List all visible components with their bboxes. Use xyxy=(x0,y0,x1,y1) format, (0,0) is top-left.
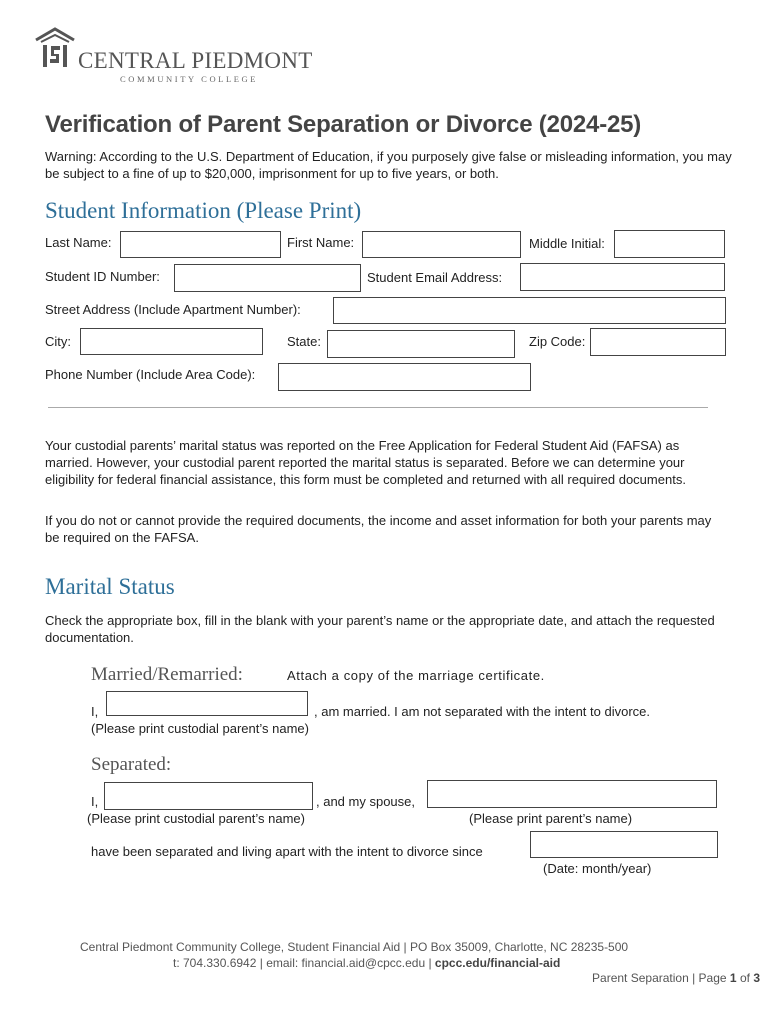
married-statement: , am married. I am not separated with the intent to divorce. xyxy=(314,704,650,719)
student-id-label: Student ID Number: xyxy=(45,269,160,284)
student-email-label: Student Email Address: xyxy=(367,270,503,285)
city-field[interactable] xyxy=(80,328,263,355)
separated-heading: Separated: xyxy=(91,754,172,775)
state-field[interactable] xyxy=(327,330,515,358)
last-name-field[interactable] xyxy=(120,231,281,258)
first-name-label: First Name: xyxy=(287,235,355,250)
footer-contact xyxy=(173,956,560,970)
page-title: Verification of Parent Separation or Divorce (2024-25) xyxy=(45,111,642,138)
student-id-field[interactable] xyxy=(174,264,361,292)
phone-field[interactable] xyxy=(278,363,531,391)
street-address-label: Street Address (Include Apartment Number): xyxy=(45,302,301,317)
college-subname: COMMUNITY COLLEGE xyxy=(120,74,259,84)
city-label: City: xyxy=(45,334,71,349)
page-indicator xyxy=(592,971,760,985)
page-total: 3 xyxy=(753,971,760,985)
married-i-label: I, xyxy=(91,704,99,719)
footer-contact-text: t: 704.330.6942 | email: financial.aid@cpcc.edu | xyxy=(173,956,432,970)
separation-date-field[interactable] xyxy=(530,831,718,858)
college-name: CENTRAL PIEDMONT xyxy=(78,48,313,73)
intro-paragraph: Your custodial parents’ marital status was reported on the Free Application for Federal Student Aid (FAFSA) as married. However, your custodial parent reported the marital status is separated. Before we can determine your eligibility for federal financial assistance, this form must be completed and returned with all required documents. xyxy=(45,438,686,487)
zip-field[interactable] xyxy=(590,328,726,356)
spouse-name-field[interactable] xyxy=(427,780,717,808)
college-logo-icon xyxy=(34,26,76,70)
page-of: of xyxy=(739,971,750,985)
date-caption: (Date: month/year) xyxy=(543,861,652,876)
married-heading: Married/Remarried: xyxy=(91,664,243,685)
zip-label: Zip Code: xyxy=(529,334,586,349)
middle-initial-label: Middle Initial: xyxy=(529,236,605,251)
marital-instructions: Check the appropriate box, fill in the blank with your parent’s name or the appropriate date, and attach the requested documentation. xyxy=(45,613,715,645)
documents-paragraph: If you do not or cannot provide the required documents, the income and asset information for both your parents may be required on the FAFSA. xyxy=(45,513,712,545)
student-info-heading: Student Information (Please Print) xyxy=(45,198,362,223)
married-parent-name-field[interactable] xyxy=(106,691,308,716)
separated-name-caption: (Please print custodial parent’s name) xyxy=(87,811,305,826)
state-label: State: xyxy=(287,334,321,349)
separated-statement: have been separated and living apart with the intent to divorce since xyxy=(91,844,483,859)
separated-parent-name-field[interactable] xyxy=(104,782,313,810)
phone-label: Phone Number (Include Area Code): xyxy=(45,367,256,382)
student-email-field[interactable] xyxy=(520,263,725,291)
separated-i-label: I, xyxy=(91,794,99,809)
middle-initial-field[interactable] xyxy=(614,230,725,258)
married-name-caption: (Please print custodial parent’s name) xyxy=(91,721,309,736)
married-note: Attach a copy of the marriage certificate. xyxy=(287,668,545,683)
street-address-field[interactable] xyxy=(333,297,726,324)
spouse-name-caption: (Please print parent’s name) xyxy=(469,811,633,826)
marital-status-heading: Marital Status xyxy=(45,574,175,599)
warning-text: Warning: According to the U.S. Department of Education, if you purposely give false or misleading information, you may be subject to a fine of up to $20,000, imprisonment for up to five years, or both. xyxy=(45,149,732,181)
page-label: Parent Separation | Page xyxy=(592,971,727,985)
footer-website-link[interactable]: cpcc.edu/financial-aid xyxy=(434,956,561,970)
page-number: 1 xyxy=(729,971,737,985)
footer-address: Central Piedmont Community College, Student Financial Aid | PO Box 35009, Charlotte, NC 28235-500 xyxy=(80,940,629,954)
section-divider xyxy=(48,407,708,408)
last-name-label: Last Name: xyxy=(45,235,112,250)
separated-spouse-label: , and my spouse, xyxy=(316,794,415,809)
first-name-field[interactable] xyxy=(362,231,521,258)
